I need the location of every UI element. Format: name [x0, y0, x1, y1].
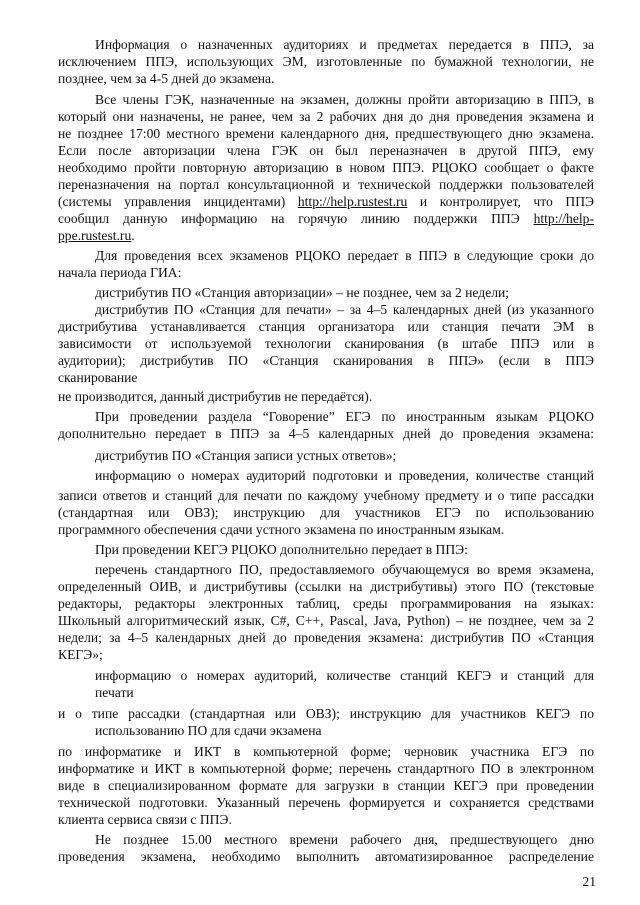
text-line: записи ответов и станций для печати по каждому учебному предмету и о типе рассадки [58, 488, 594, 503]
text-line: не производится, данный дистрибутив не передаётся). [58, 389, 373, 404]
text-line: Не позднее 15.00 местного времени рабочего дня, предшествующего дню [95, 832, 594, 847]
text-line: При проведении раздела “Говорение” ЕГЭ по иностранным языкам РЦОКО [95, 409, 594, 424]
text-line: проведения экзамена, необходимо выполнить автоматизированное распределение [58, 849, 594, 864]
text-line: (стандартная или ОВЗ); инструкцию для участников ЕГЭ по использованию [58, 505, 594, 520]
text-line: перечень стандартного ПО, предоставляемого обучающемуся во время экзамена, [95, 562, 594, 577]
text-line: определенный ОИВ, и дистрибутивы (ссылки на дистрибутивы) этого ПО (текстовые [58, 579, 594, 594]
text-line: и о типе рассадки (стандартная или ОВЗ); инструкцию для участников КЕГЭ по [58, 706, 594, 721]
text-line: аудитории); дистрибутив ПО «Станция сканирования в ППЭ» (если в ППЭ [58, 353, 594, 368]
text-line: дополнительно передает в ППЭ за 4–5 календарных дней до проведения экзамена: [58, 426, 594, 441]
text-line: КЕГЭ»; [58, 647, 103, 662]
text-line: ppe.rustest.ru. [58, 228, 135, 243]
text-line: Все члены ГЭК, назначенные на экзамен, должны пройти авторизацию в ППЭ, в [95, 92, 594, 107]
text-line: информацию о номерах аудиторий подготовки и проведения, количестве станций [95, 468, 594, 483]
text-line: При проведении КЕГЭ РЦОКО дополнительно передает в ППЭ: [95, 542, 468, 557]
text-line: сканирование [58, 370, 138, 385]
url-link[interactable]: ppe.rustest.ru [58, 228, 132, 243]
text-line: (системы управления инцидентами) http://help.rustest.ru и контролирует, что ППЭ [58, 194, 594, 209]
text-line: Если после авторизации члена ГЭК он был переназначен в другой ППЭ, ему [58, 143, 594, 158]
text-line: недели; за 4–5 календарных дней до проведения экзамена: дистрибутив ПО «Станция [58, 630, 594, 645]
text-line: информацию о номерах аудиторий, количестве станций КЕГЭ и станций для [95, 668, 594, 683]
page-number: 21 [582, 874, 596, 889]
text-line: Информация о назначенных аудиториях и предметах передается в ППЭ, за [95, 37, 594, 52]
text-line: Для проведения всех экзаменов РЦОКО передает в ППЭ в следующие сроки до [95, 248, 594, 263]
text-line: дистрибутив ПО «Станция авторизации» – не позднее, чем за 2 недели; [95, 285, 510, 300]
url-link[interactable]: http://help- [533, 211, 594, 226]
text-line: программного обеспечения сдачи устного экзамена по иностранным языкам. [58, 522, 505, 537]
text-line: переназначения на портал консультационной и технической поддержки пользователей [58, 177, 594, 192]
text-line: сообщил данную информацию на горячую линию поддержки ППЭ http://help- [58, 211, 594, 226]
text-line: не позднее 17:00 местного времени календарного дня, предшествующего дню экзамена. [58, 126, 594, 141]
url-link[interactable]: http://help.rustest.ru [297, 194, 408, 209]
text-line: информатике и ИКТ в компьютерной форме; перечень стандартного ПО в электронном [58, 761, 594, 776]
text-line: зависимости от используемой технологии сканирования (в штабе ППЭ или в [58, 336, 594, 351]
text-line: клиента сервиса связи с ППЭ. [58, 812, 232, 827]
text-line: Школьный алгоритмический язык, C#, C++, Pascal, Java, Python) – не позднее, чем за 2 [58, 613, 594, 628]
text-line: дистрибутива устанавливается станция организатора или станция печати ЭМ в [58, 319, 594, 334]
text-line: дистрибутив ПО «Станция записи устных ответов»; [95, 448, 397, 463]
text-line: по информатике и ИКТ в компьютерной форме; черновик участника ЕГЭ по [58, 744, 594, 759]
text-line: редакторы, редакторы электронных таблиц, среды программирования на языках: [58, 596, 594, 611]
text-line: который они назначены, не ранее, чем за 2 рабочих дня до дня проведения экзамена и [58, 109, 594, 124]
text-line: начала периода ГИА: [58, 265, 182, 280]
text-line: исключением ППЭ, использующих ЭМ, изготовленные по бумажной технологии, не [58, 54, 594, 69]
text-line: печати [95, 685, 134, 700]
text-line: позднее, чем за 4-5 дней до экзамена. [58, 71, 275, 86]
text-line: использованию ПО для сдачи экзамена [95, 723, 322, 738]
text-line: дистрибутив ПО «Станция для печати» – за 4–5 календарных дней (из указанного [95, 302, 594, 317]
text-line: необходимо пройти повторную авторизацию в новом ППЭ. РЦОКО сообщает о факте [58, 160, 594, 175]
text-line: виде в специализированном формате для загрузки в станции КЕГЭ при проведении [58, 778, 594, 793]
text-line: технической подготовки. Указанный перечень формируется и сохраняется средствами [58, 795, 594, 810]
